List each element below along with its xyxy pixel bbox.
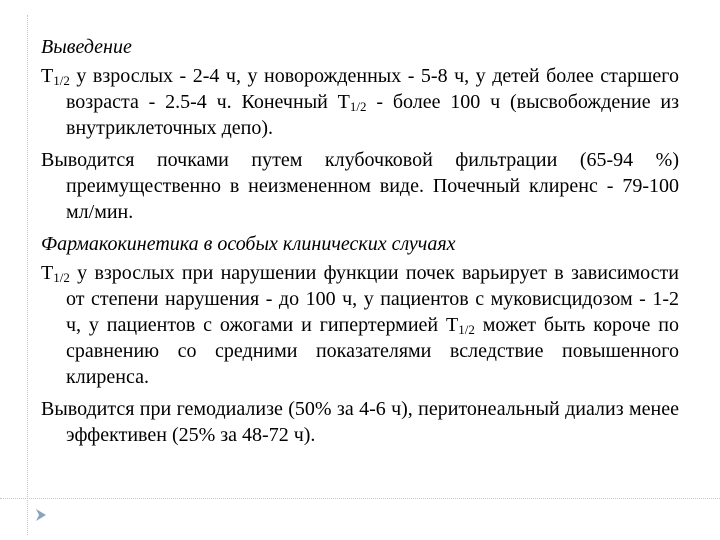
text-t: T — [41, 262, 54, 284]
frame-horizontal-line — [0, 498, 720, 499]
paragraph-renal-excretion: Выводится почками путем клубочковой фильтрации (65-94 %) преимущественно в неизмененном виде. Почечный клиренс - 79-100 мл/мин. — [41, 149, 679, 223]
frame-vertical-line — [27, 15, 28, 535]
triangle-arrow-icon — [34, 508, 48, 522]
subscript-half: 1/2 — [458, 322, 475, 337]
subscript-half: 1/2 — [349, 99, 367, 114]
section-heading-special-cases: Фармакокинетика в особых клинических случаях — [41, 233, 456, 255]
text-body: может быть короче по сравнению со средними показателями вследствие повышенного клиренса. — [66, 314, 679, 388]
paragraph-half-life-special — [41, 260, 679, 390]
slide-body — [41, 34, 679, 454]
section-heading-elimination: Выведение — [41, 36, 132, 58]
paragraph-dialysis: Выводится при гемодиализе (50% за 4-6 ч), перитонеальный диализ менее эффективен (25% за 48-72 ч). — [41, 398, 679, 446]
text-body: - более 100 ч (высвобождение из внутриклеточных депо). — [66, 91, 680, 139]
text-body: у взрослых при нарушении функции почек варьирует в зависимости от степени нарушения - до 100 ч, у пациентов с муковисцидозом - 1-2 ч, у пациентов с ожогами и гипертермией T — [66, 262, 679, 336]
subscript-half: 1/2 — [53, 73, 70, 88]
subscript-half: 1/2 — [53, 270, 70, 285]
text-t: T — [41, 65, 54, 87]
paragraph-half-life — [41, 63, 679, 141]
text-body: у взрослых - 2-4 ч, у новорожденных - 5-8 ч, у детей более старшего возраста - 2.5-4 ч. Конечный T — [66, 65, 679, 113]
